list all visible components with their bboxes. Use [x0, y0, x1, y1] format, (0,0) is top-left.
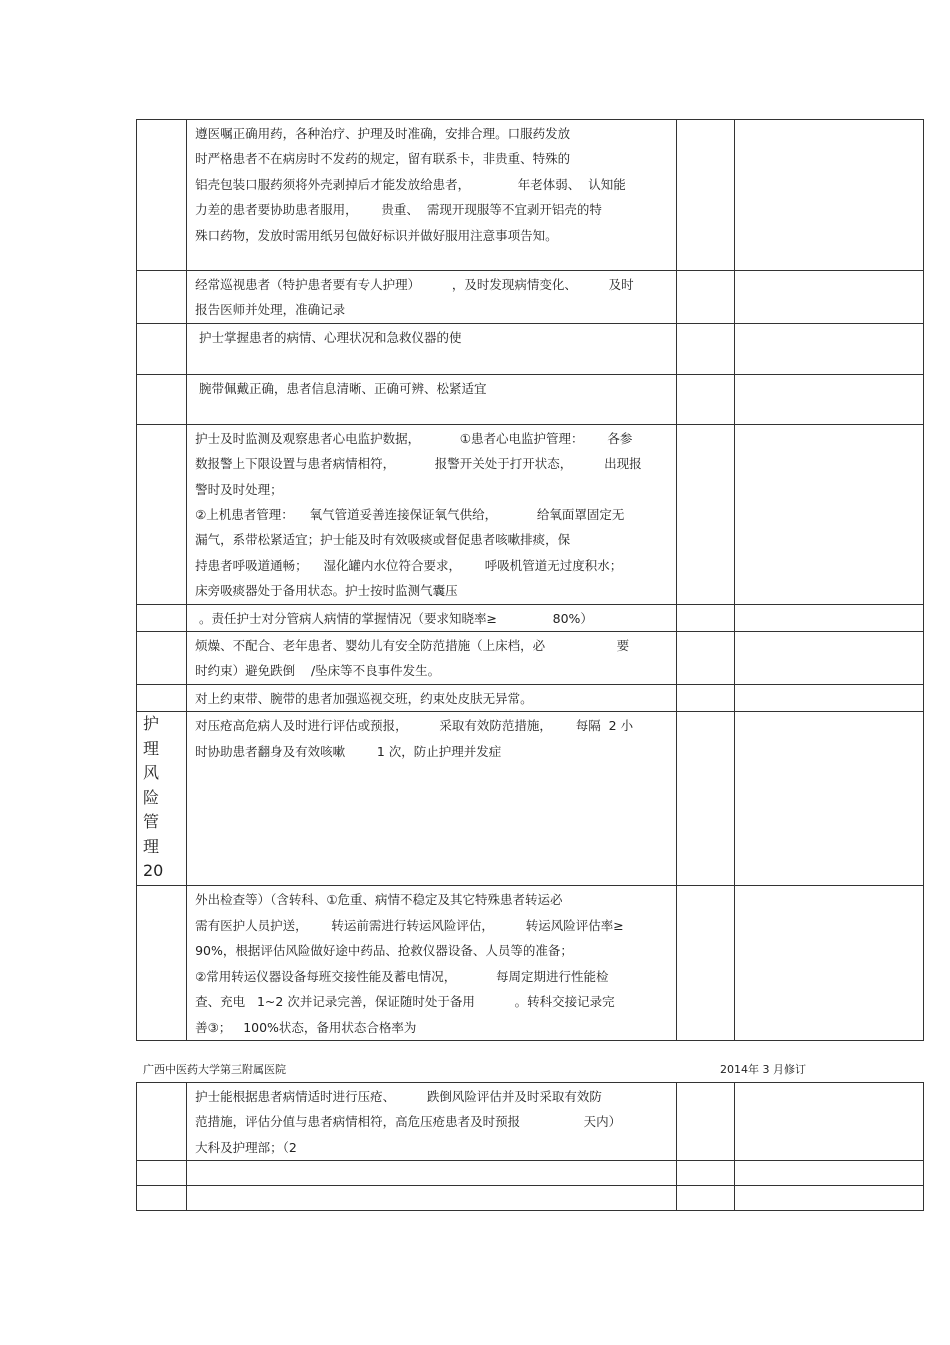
score-cell — [676, 632, 734, 685]
assessment-table-lower — [136, 1082, 924, 1211]
remark-cell — [734, 323, 923, 374]
table-row — [137, 604, 924, 631]
category-cell — [137, 886, 187, 1040]
score-cell — [676, 424, 734, 604]
score-cell — [676, 374, 734, 424]
criteria-cell — [187, 271, 677, 324]
remark-cell — [734, 424, 923, 604]
criteria-cell — [187, 886, 677, 1040]
category-cell — [137, 712, 187, 886]
remark-cell — [734, 712, 923, 886]
remark-cell — [734, 685, 923, 712]
criteria-text: 对压疮高危病人及时进行评估或预报， 采取有效防范措施， 每隔 2 小 时协助患者翻身及有效咳嗽 1 次，防止护理并发症 — [195, 718, 634, 759]
category-cell — [137, 1186, 187, 1211]
criteria-text: 护士能根据患者病情适时进行压疮、 跌倒风险评估并及时采取有效防 范措施，评估分值与患者病情相符，高危压疮患者及时预报 天内） 大科及护理部；（2 — [195, 1089, 622, 1155]
criteria-cell — [187, 424, 677, 604]
criteria-text: 外出检查等）（含转科、①危重、病情不稳定及其它特殊患者转运必 需有医护人员护送， 转运前需进行转运风险评估， 转运风险评估率≥ 90%，根据评估风险做好途中药品、抢救仪器设备、人员等的准备； ②常用转运仪器设备每班交接性能及蓄电情况， 每周定期进行性能检 查、充电 1~2 次并记录完善，保证随时处于备用 。转科交接记录完 善③； 100%状态，备用状态合格率为 — [195, 892, 624, 1035]
score-cell — [676, 323, 734, 374]
remark-cell — [734, 271, 923, 324]
remark-cell — [734, 1186, 923, 1211]
table-row — [137, 120, 924, 271]
category-cell — [137, 632, 187, 685]
criteria-text: 护士掌握患者的病情、心理状况和急救仪器的使 — [195, 329, 462, 345]
assessment-table-upper — [136, 119, 924, 1041]
table-row — [137, 1083, 924, 1161]
revision-date: 2014年 3 月修订 — [720, 1063, 806, 1076]
criteria-cell — [187, 1186, 677, 1211]
criteria-text — [187, 1161, 676, 1162]
score-cell — [676, 886, 734, 1040]
category-label: 护 理 风 险 管 理 20 — [143, 714, 164, 881]
criteria-cell — [187, 374, 677, 424]
table-row — [137, 424, 924, 604]
score-cell — [676, 120, 734, 271]
criteria-text: 对上约束带、腕带的患者加强巡视交班，约束处皮肤无异常。 — [195, 691, 533, 707]
criteria-cell — [187, 120, 677, 271]
table-row — [137, 323, 924, 374]
remark-cell — [734, 120, 923, 271]
criteria-cell — [187, 1083, 677, 1161]
criteria-cell — [187, 632, 677, 685]
category-cell — [137, 323, 187, 374]
table-row — [137, 886, 924, 1040]
criteria-text — [187, 1186, 676, 1187]
criteria-cell — [187, 323, 677, 374]
table-row — [137, 712, 924, 886]
category-cell — [137, 374, 187, 424]
table-row — [137, 271, 924, 324]
hospital-name: 广西中医药大学第三附属医院 — [143, 1063, 286, 1076]
score-cell — [676, 604, 734, 631]
criteria-text: 。责任护士对分管病人病情的掌握情况（要求知晓率≥ 80%） — [195, 610, 593, 626]
score-cell — [676, 1083, 734, 1161]
criteria-text: 腕带佩戴正确，患者信息清晰、正确可辨、松紧适宜 — [195, 380, 487, 396]
remark-cell — [734, 604, 923, 631]
criteria-cell — [187, 1161, 677, 1186]
category-cell — [137, 604, 187, 631]
table-row — [137, 632, 924, 685]
remark-cell — [734, 632, 923, 685]
remark-cell — [734, 886, 923, 1040]
table-row — [137, 1186, 924, 1211]
score-cell — [676, 685, 734, 712]
category-cell — [137, 685, 187, 712]
remark-cell — [734, 1161, 923, 1186]
category-cell — [137, 1083, 187, 1161]
criteria-cell — [187, 712, 677, 886]
criteria-text: 遵医嘱正确用药，各种治疗、护理及时准确，安排合理。口服药发放 时严格患者不在病房时不发药的规定，留有联系卡，非贵重、特殊的 铝壳包装口服药须将外壳剥掉后才能发放给患者， 年老体弱、 认知能 力差的患者要协助患者服用， 贵重、 需现开现服等不宜剥开铝壳的特 殊口药物，发放时需用纸另包做好标识并做好服用注意事项告知。 — [195, 126, 626, 243]
category-cell — [137, 424, 187, 604]
table-row — [137, 374, 924, 424]
score-cell — [676, 712, 734, 886]
criteria-cell — [187, 685, 677, 712]
category-cell — [137, 271, 187, 324]
remark-cell — [734, 374, 923, 424]
criteria-text: 经常巡视患者（特护患者要有专人护理） ，及时发现病情变化、 及时 报告医师并处理，准确记录 — [195, 277, 634, 318]
category-cell — [137, 120, 187, 271]
table-row — [137, 1161, 924, 1186]
criteria-text: 烦燥、不配合、老年患者、婴幼儿有安全防范措施（上床档，必 要 时约束）避免跌倒 /坠床等不良事件发生。 — [195, 638, 630, 679]
remark-cell — [734, 1083, 923, 1161]
table-row — [137, 685, 924, 712]
score-cell — [676, 1161, 734, 1186]
score-cell — [676, 271, 734, 324]
category-cell — [137, 1161, 187, 1186]
criteria-text: 护士及时监测及观察患者心电监护数据， ①患者心电监护管理： 各参 数报警上下限设置与患者病情相符， 报警开关处于打开状态， 出现报 警时及时处理； ②上机患者管理： 氧气管道妥善连接保证氧气供给， 给氧面罩固定无 漏气，系带松紧适宜；护士能及时有效吸痰或督促患者咳嗽排痰，保 持患者呼吸道通畅； 湿化罐内水位符合要求， 呼吸机管道无过度积水； 床旁吸痰器处于备用状态。护士按时监测气囊压 — [195, 430, 642, 599]
score-cell — [676, 1186, 734, 1211]
criteria-cell — [187, 604, 677, 631]
